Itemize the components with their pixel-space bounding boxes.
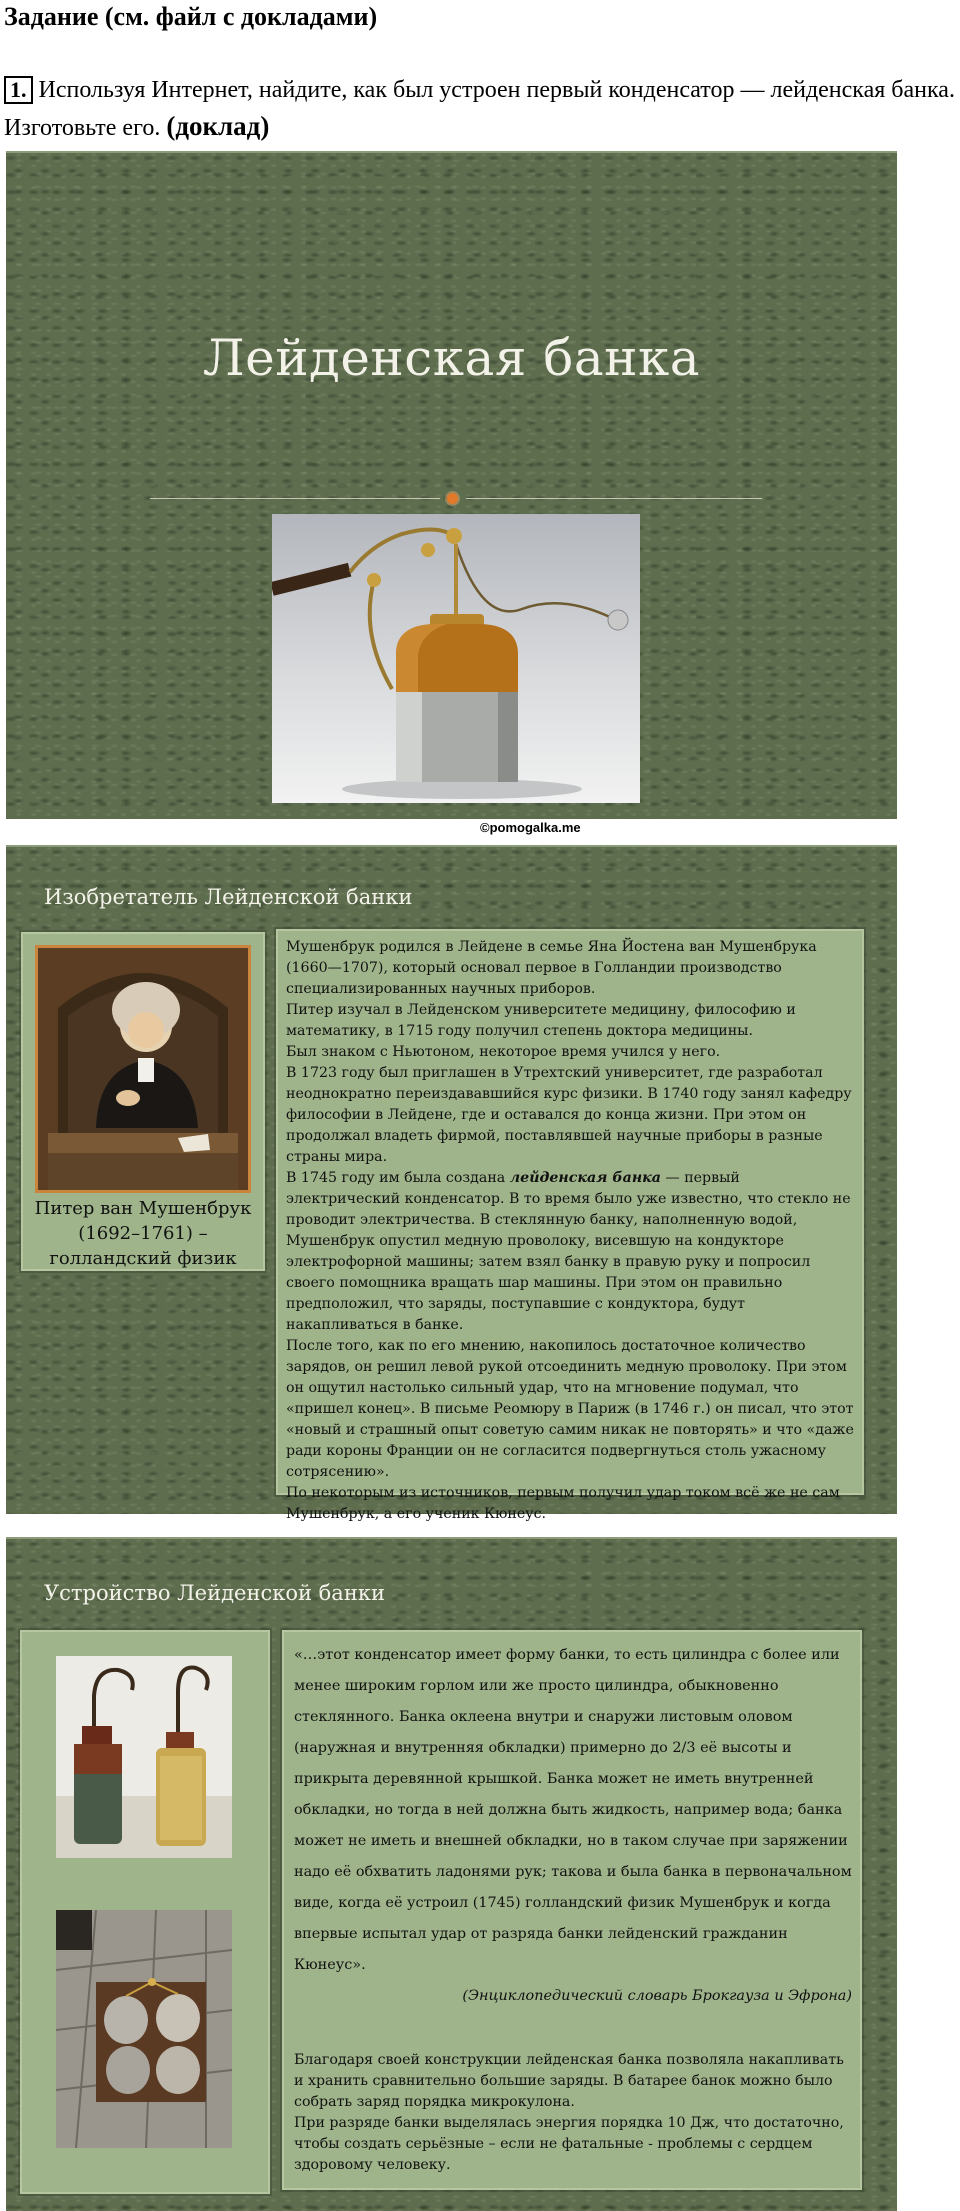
- bio-paragraph: Был знаком с Ньютоном, некоторое время учился у него.: [286, 1044, 721, 1060]
- encyclopedia-quote: «…этот конденсатор имеет форму банки, то есть цилиндра с более или менее широким горлом или же просто цилиндра, обыкновенно стеклянного. Банка оклеена внутри и снаружи листовым оловом (наружная и внутренняя обкладки) примерно до 2/3 её высоты и прикрыта деревянной крышкой. Банка может не иметь внутренней обкладки, но тогда в ней должна быть жидкость, например вода; банка может не иметь и внешней обкладки, но в таком случае при заряжении надо её обхватить ладонями рук; такова и была банка в первоначальном виде, когда её устроил (1745) голландский физик Мушенбрук и когда впервые испытал удар от разряда банки лейденский гражданин Кюнеус».: [294, 1647, 852, 1973]
- page-heading: Задание (см. файл с докладами): [4, 2, 378, 31]
- slide-main-title: Лейденская банка: [202, 329, 701, 387]
- bio-paragraph: В 1723 году был приглашен в Утрехтский университет, где разработал неоднократно переиздававшийся курс физики. В 1740 году занял кафедру философии в Лейдене, где и оставался до конца жизни. При этом он продолжал владеть фирмой, поставлявшей научные приборы в разные страны мира.: [286, 1065, 852, 1165]
- quote-source: (Энциклопедический словарь Брокгауза и Эфрона): [462, 1988, 852, 2004]
- task-number: 1.: [4, 76, 33, 104]
- slide-device: [6, 1537, 897, 2211]
- divider-left: [150, 498, 440, 499]
- bio-paragraph: Питер изучал в Лейденском университете медицину, философию и математику, в 1715 году получил степень доктора медицины.: [286, 1002, 796, 1039]
- slide-title-slide: [6, 151, 897, 819]
- portrait-panel: [21, 932, 265, 1271]
- divider-dot: [447, 493, 458, 504]
- slide-inventor: [6, 845, 897, 1522]
- musschenbroek-portrait: [35, 945, 251, 1193]
- bio-text: — первый электрический конденсатор. В то время было уже известно, что стекло не проводит электричества. В стеклянную банку, наполненную водой, Мушенбрук опустил медную проволоку, висевшую на кондукторе электрофорной машины; затем взял банку в правую руку и попросил своего помощника вращать шар машины. При этом он правильно предположил, что заряды, поступавшие с кондуктора, будут накапливаться в банке.: [286, 1170, 851, 1333]
- device-paragraph: При разряде банки выделялась энергия порядка 10 Дж, что достаточно, чтобы создать серьёзные – если не фатальные - проблемы с сердцем здоровому человеку.: [294, 2115, 844, 2173]
- bio-emphasis: лейденская банка: [509, 1170, 661, 1186]
- device-text: [282, 1630, 862, 2190]
- watermark: ©pomogalka.me: [480, 820, 581, 835]
- biography-text: [276, 929, 864, 1522]
- leyden-jar-photo: [272, 514, 640, 803]
- photos-panel: [20, 1630, 270, 2194]
- slide-title: Изобретатель Лейденской банки: [44, 885, 413, 909]
- task-tag: (доклад): [166, 111, 270, 141]
- bio-paragraph: После того, как по его мнению, накопилось достаточное количество зарядов, он решил левой рукой отсоединить медную проволоку. При этом он ощутил настолько сильный удар, что на мгновение подумал, что «пришел конец». В письме Реомюру в Париж (в 1746 г.) он писал, что этот «новый и страшный опыт советую самим никак не повторять» и что «даже ради короны Франции он не согласится подвергнуться столь ужасному сотрясению».: [286, 1338, 854, 1480]
- jar-battery-photo: [56, 1910, 232, 2148]
- bio-paragraph: Мушенбрук родился в Лейдене в семье Яна Йостена ван Мушенбрука (1660—1707), который основал первое в Голландии производство специализированных научных приборов.: [286, 939, 817, 997]
- task-1: [4, 72, 956, 146]
- device-paragraph: Благодаря своей конструкции лейденская банка позволяла накапливать и хранить сравнительно большие заряды. В батарее банок можно было собрать заряд порядка микрокулона.: [294, 2052, 844, 2110]
- divider-right: [466, 498, 762, 499]
- bio-text: В 1745 году им была создана: [286, 1170, 510, 1186]
- two-jars-photo: [56, 1656, 232, 1858]
- bio-paragraph: [286, 1168, 854, 1336]
- slide-title: Устройство Лейденской банки: [44, 1581, 385, 1605]
- task-text: Используя Интернет, найдите, как был устроен первый конденсатор — лейденская банка. Изготовьте его.: [4, 77, 955, 141]
- device-paragraphs: [294, 2050, 852, 2176]
- bio-paragraph: По некоторым из источников, первым получил удар током всё же не сам Мушенбрук, а его ученик Кюнеус.: [286, 1485, 840, 1522]
- portrait-caption: Питер ван Мушенбрук (1692–1761) – голландский физик: [34, 1198, 252, 1269]
